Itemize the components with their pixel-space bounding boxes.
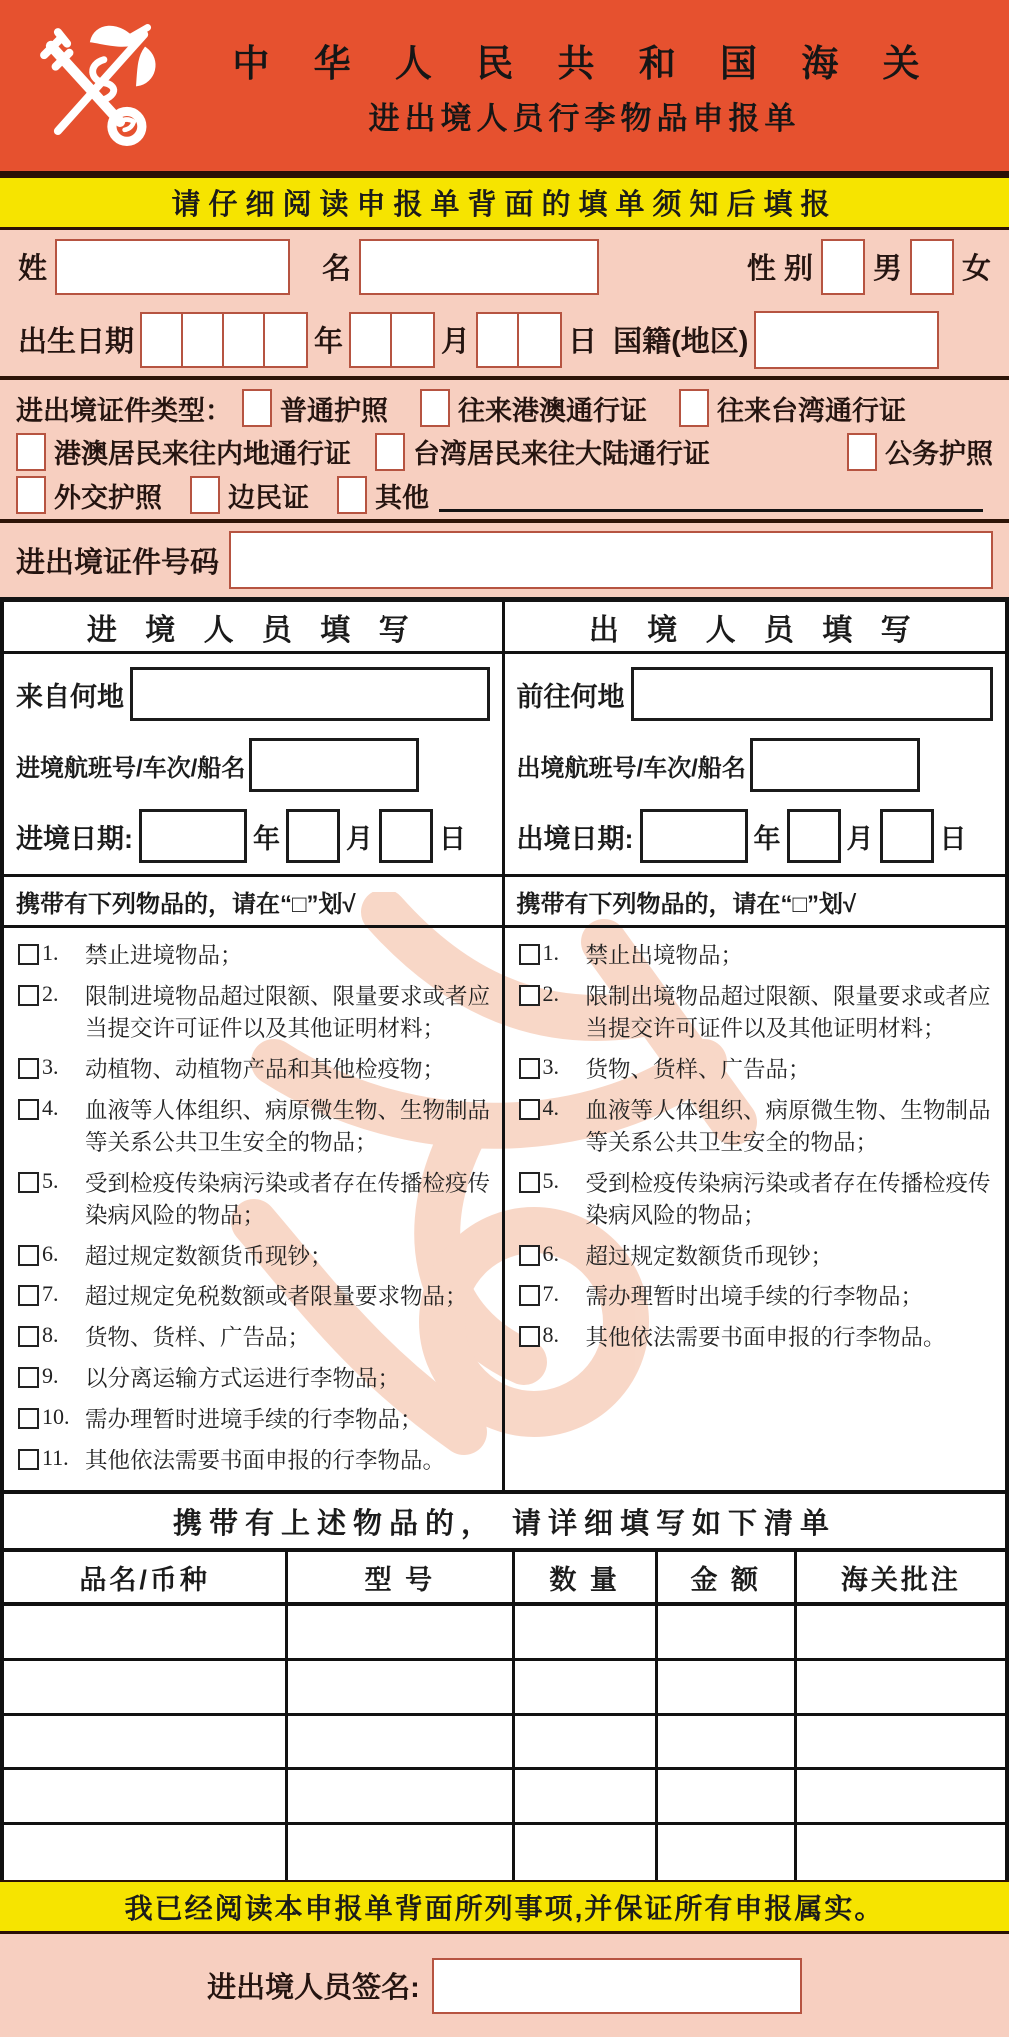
checklist-item <box>18 1168 492 1232</box>
entry-from-field[interactable] <box>130 667 490 721</box>
detail-list-banner: 携带有上述物品的， 请详细填写如下清单 <box>0 1490 1009 1552</box>
item-text: 其他依法需要书面申报的行李物品。 <box>85 1448 446 1474</box>
document-type-section <box>0 380 1009 519</box>
item-checkbox[interactable] <box>519 1058 540 1079</box>
checklist-item <box>519 940 996 972</box>
sex-male-checkbox[interactable] <box>821 239 865 295</box>
entry-date-year-field[interactable] <box>139 809 247 863</box>
item-text: 血液等人体组织、病原微生物、生物制品等关系公共卫生安全的物品； <box>585 1097 991 1155</box>
exit-checklist-title: 携带有下列物品的，请在“□”划√ <box>505 874 1006 928</box>
checklist-item <box>519 1054 996 1086</box>
exit-column-header: 出 境 人 员 填 写 <box>505 602 1006 654</box>
item-number: 1. <box>42 940 59 965</box>
item-text: 以分离运输方式运进行李物品； <box>85 1366 401 1392</box>
entry-date-row <box>16 804 490 868</box>
entry-checklist-title: 携带有下列物品的，请在“□”划√ <box>4 874 502 928</box>
checklist-item <box>519 1168 996 1232</box>
item-number: 2. <box>42 980 59 1006</box>
checklist-item <box>18 940 492 972</box>
item-number: 1. <box>542 940 559 965</box>
table-column-header: 数 量 <box>515 1552 658 1606</box>
table-cell[interactable] <box>515 1825 658 1880</box>
item-checkbox[interactable] <box>18 1326 39 1347</box>
checklist-item <box>18 981 492 1045</box>
exit-date-day-field[interactable] <box>880 809 934 863</box>
exit-to-field[interactable] <box>631 667 994 721</box>
item-number: 4. <box>42 1094 59 1120</box>
exit-flight-label: 出境航班号/车次/船名 <box>516 754 746 782</box>
doc-type-option <box>847 432 993 471</box>
checklist-item <box>18 1363 492 1395</box>
entry-column <box>4 602 505 1490</box>
table-cell[interactable] <box>658 1606 797 1661</box>
service-passport-checkbox[interactable] <box>847 433 877 471</box>
checklist-item <box>18 1281 492 1313</box>
checklist-item <box>18 1404 492 1436</box>
exit-checklist <box>505 928 1006 1490</box>
item-number: 9. <box>42 1363 59 1389</box>
checklist-item <box>519 1095 996 1159</box>
surname-field[interactable] <box>55 239 290 295</box>
identity-section <box>0 230 1009 376</box>
table-cell[interactable] <box>658 1716 797 1771</box>
border-resident-cert-checkbox[interactable] <box>190 476 220 514</box>
exit-date-row <box>517 804 994 868</box>
checklist-item <box>18 1241 492 1273</box>
hk-macao-permit-checkbox[interactable] <box>420 389 450 427</box>
exit-date-label: 出境日期: <box>516 823 634 854</box>
birth-nationality-row <box>18 303 991 376</box>
item-number: 7. <box>542 1281 559 1307</box>
item-text: 需办理暂时出境手续的行李物品； <box>585 1284 924 1310</box>
table-cell[interactable] <box>4 1661 288 1716</box>
table-column-header: 海关批注 <box>797 1552 1005 1606</box>
doc-type-row-3 <box>16 476 993 515</box>
item-checkbox[interactable] <box>519 1099 540 1120</box>
given-name-field[interactable] <box>359 239 599 295</box>
birth-label: 出生日期 <box>18 326 135 358</box>
signature-section <box>0 1934 1009 2037</box>
exit-date-month-field[interactable] <box>787 809 841 863</box>
declared-items-table <box>0 1552 1009 1880</box>
exit-fields <box>505 654 1006 874</box>
table-cell[interactable] <box>658 1825 797 1880</box>
item-text: 禁止进境物品； <box>85 943 243 968</box>
document-number-section <box>0 523 1009 597</box>
item-number: 3. <box>42 1053 59 1079</box>
day-label: 日 <box>439 823 466 854</box>
item-checkbox[interactable] <box>519 1245 540 1266</box>
item-text: 限制出境物品超过限额、限量要求或者应当提交许可证件以及其他证明材料； <box>585 983 991 1041</box>
entry-fields <box>4 654 502 874</box>
table-cell[interactable] <box>797 1661 1005 1716</box>
ordinary-passport-checkbox[interactable] <box>242 389 272 427</box>
declaration-confirm-banner <box>0 1880 1009 1934</box>
doc-type-row-2 <box>16 432 993 471</box>
signature-field[interactable] <box>432 1958 802 2014</box>
table-cell[interactable] <box>515 1770 658 1825</box>
item-checkbox[interactable] <box>519 1172 540 1193</box>
item-checkbox[interactable] <box>18 1408 39 1429</box>
doc-type-option <box>190 476 309 515</box>
given-name-label: 名 <box>322 253 352 285</box>
item-text: 受到检疫传染病污染或者存在传播检疫传染病风险的物品； <box>85 1170 491 1228</box>
month-label: 月 <box>346 823 373 854</box>
option-label: 台湾居民来往大陆通行证 <box>413 439 710 469</box>
exit-flight-row <box>517 733 994 797</box>
option-label: 港澳居民来往内地通行证 <box>54 439 351 469</box>
exit-date-year-field[interactable] <box>640 809 748 863</box>
nationality-label: 国籍(地区) <box>613 326 749 358</box>
female-label: 女 <box>961 253 991 285</box>
entry-date-day-field[interactable] <box>379 809 433 863</box>
entry-exit-columns <box>0 602 1009 1490</box>
month-label: 月 <box>846 823 874 854</box>
option-label: 外交护照 <box>54 482 162 513</box>
declaration-confirm-text: 我已经阅读本申报单背面所列事项,并保证所有申报属实。 <box>124 1892 885 1924</box>
table-cell[interactable] <box>515 1661 658 1716</box>
option-label: 边民证 <box>228 482 309 513</box>
doc-type-row-1 <box>16 389 993 428</box>
item-number: 6. <box>42 1240 59 1266</box>
table-cell[interactable] <box>288 1716 514 1771</box>
item-number: 4. <box>542 1094 559 1120</box>
table-cell[interactable] <box>797 1770 1005 1825</box>
item-number: 2. <box>542 980 559 1006</box>
item-text: 超过规定数额货币现钞； <box>85 1243 333 1269</box>
table-cell[interactable] <box>797 1606 1005 1661</box>
signature-label: 进出境人员签名: <box>207 1972 420 2004</box>
item-number: 8. <box>42 1322 59 1348</box>
year-label: 年 <box>253 823 280 854</box>
doc-number-field[interactable] <box>229 531 993 589</box>
doc-type-option <box>337 476 429 515</box>
sex-label: 性 别 <box>746 253 813 285</box>
table-cell[interactable] <box>797 1825 1005 1880</box>
top-notice-text: 请仔细阅读申报单背面的填单须知后填报 <box>171 189 838 221</box>
surname-label: 姓 <box>18 253 48 285</box>
item-checkbox[interactable] <box>519 1326 540 1347</box>
name-sex-row <box>18 230 991 303</box>
entry-flight-label: 进境航班号/车次/船名 <box>16 754 246 782</box>
table-cell[interactable] <box>4 1716 288 1771</box>
doc-type-option <box>242 389 388 428</box>
entry-flight-row <box>16 733 490 797</box>
doc-type-option <box>420 389 647 428</box>
checklist-item <box>519 1241 996 1273</box>
form-subtitle: 进出境人员行李物品申报单 <box>368 101 801 136</box>
checklist-item <box>18 1054 492 1086</box>
form-header <box>0 0 1009 176</box>
top-notice-banner <box>0 176 1009 230</box>
option-label: 其他 <box>375 482 429 513</box>
item-text: 需办理暂时进境手续的行李物品； <box>85 1407 423 1433</box>
item-text: 超过规定免税数额或者限量要求物品； <box>85 1284 468 1310</box>
form-title: 中 华 人 民 共 和 国 海 关 <box>232 43 937 84</box>
sex-female-checkbox[interactable] <box>910 239 954 295</box>
table-cell[interactable] <box>515 1606 658 1661</box>
table-cell[interactable] <box>515 1716 658 1771</box>
item-text: 受到检疫传染病污染或者存在传播检疫传染病风险的物品； <box>585 1170 991 1228</box>
header-titles <box>170 0 999 171</box>
entry-from-row <box>16 662 490 726</box>
option-label: 普通护照 <box>280 395 388 426</box>
table-cell[interactable] <box>4 1606 288 1661</box>
item-checkbox[interactable] <box>18 944 39 965</box>
entry-from-label: 来自何地 <box>16 681 124 712</box>
entry-date-label: 进境日期: <box>16 823 133 854</box>
item-number: 6. <box>542 1240 559 1266</box>
item-text: 超过规定数额货币现钞； <box>585 1243 834 1269</box>
year-label: 年 <box>314 326 344 358</box>
item-checkbox[interactable] <box>18 1172 39 1193</box>
checklist-item <box>18 1322 492 1354</box>
item-number: 8. <box>542 1322 559 1348</box>
customs-emblem-icon <box>28 14 166 156</box>
item-checkbox[interactable] <box>18 1245 39 1266</box>
item-checkbox[interactable] <box>519 1285 540 1306</box>
doc-type-option <box>16 476 162 515</box>
item-checkbox[interactable] <box>18 985 39 1006</box>
table-column-header: 金 额 <box>658 1552 797 1606</box>
doc-type-option <box>679 389 906 428</box>
checklist-item <box>519 981 996 1045</box>
item-checkbox[interactable] <box>18 1058 39 1079</box>
item-number: 5. <box>542 1167 559 1193</box>
item-number: 10. <box>42 1404 70 1430</box>
table-cell[interactable] <box>658 1661 797 1716</box>
item-text: 货物、货样、广告品； <box>85 1325 311 1351</box>
day-label: 日 <box>939 823 967 854</box>
exit-column <box>505 602 1006 1490</box>
entry-column-header: 进 境 人 员 填 写 <box>4 602 502 654</box>
other-doc-checkbox[interactable] <box>337 476 367 514</box>
exit-flight-field[interactable] <box>750 738 920 792</box>
item-text: 禁止出境物品； <box>585 943 744 968</box>
table-cell[interactable] <box>797 1716 1005 1771</box>
day-label: 日 <box>568 326 598 358</box>
item-checkbox[interactable] <box>18 1449 39 1470</box>
item-number: 5. <box>42 1167 59 1193</box>
item-checkbox[interactable] <box>18 1367 39 1388</box>
entry-checklist <box>4 928 502 1490</box>
other-doc-write-in-line[interactable] <box>439 478 983 512</box>
doc-type-option <box>16 432 351 471</box>
table-cell[interactable] <box>4 1770 288 1825</box>
doc-type-label: 进出境证件类型： <box>16 395 232 426</box>
item-text: 限制进境物品超过限额、限量要求或者应当提交许可证件以及其他证明材料； <box>85 983 491 1041</box>
table-column-header: 品名/币种 <box>4 1552 288 1606</box>
year-label: 年 <box>753 823 781 854</box>
nationality-field[interactable] <box>754 311 939 369</box>
item-checkbox[interactable] <box>519 985 540 1006</box>
checklist-item <box>18 1445 492 1477</box>
table-cell[interactable] <box>658 1770 797 1825</box>
birth-day-boxes[interactable] <box>476 312 562 368</box>
male-label: 男 <box>872 253 902 285</box>
item-checkbox[interactable] <box>519 944 540 965</box>
birth-year-boxes[interactable] <box>140 312 308 368</box>
option-label: 往来港澳通行证 <box>458 395 647 426</box>
checklist-item <box>519 1281 996 1313</box>
table-column-header: 型 号 <box>288 1552 514 1606</box>
exit-to-row <box>517 662 994 726</box>
item-text: 其他依法需要书面申报的行李物品。 <box>585 1325 946 1351</box>
item-number: 3. <box>542 1053 559 1079</box>
checklist-item <box>18 1095 492 1159</box>
table-cell[interactable] <box>288 1825 514 1880</box>
table-cell[interactable] <box>288 1770 514 1825</box>
item-checkbox[interactable] <box>18 1099 39 1120</box>
item-number: 11. <box>42 1445 69 1471</box>
checklist-item <box>519 1322 996 1354</box>
entry-flight-field[interactable] <box>249 738 419 792</box>
item-number: 7. <box>42 1281 59 1307</box>
doc-type-option <box>375 432 710 471</box>
option-label: 往来台湾通行证 <box>717 395 906 426</box>
exit-to-label: 前往何地 <box>516 681 625 712</box>
table-cell[interactable] <box>288 1606 514 1661</box>
taiwan-permit-checkbox[interactable] <box>679 389 709 427</box>
doc-number-label: 进出境证件号码 <box>16 546 220 579</box>
item-text: 血液等人体组织、病原微生物、生物制品等关系公共卫生安全的物品； <box>85 1097 491 1155</box>
entry-date-month-field[interactable] <box>286 809 340 863</box>
month-label: 月 <box>441 326 471 358</box>
item-text: 动植物、动植物产品和其他检疫物； <box>85 1056 446 1082</box>
table-cell[interactable] <box>288 1661 514 1716</box>
table-cell[interactable] <box>4 1825 288 1880</box>
item-text: 货物、货样、广告品； <box>585 1056 811 1082</box>
option-label: 公务护照 <box>885 439 993 469</box>
diplomatic-passport-checkbox[interactable] <box>16 476 46 514</box>
taiwan-resident-permit-checkbox[interactable] <box>375 433 405 471</box>
hk-macao-resident-permit-checkbox[interactable] <box>16 433 46 471</box>
birth-month-boxes[interactable] <box>349 312 435 368</box>
item-checkbox[interactable] <box>18 1285 39 1306</box>
